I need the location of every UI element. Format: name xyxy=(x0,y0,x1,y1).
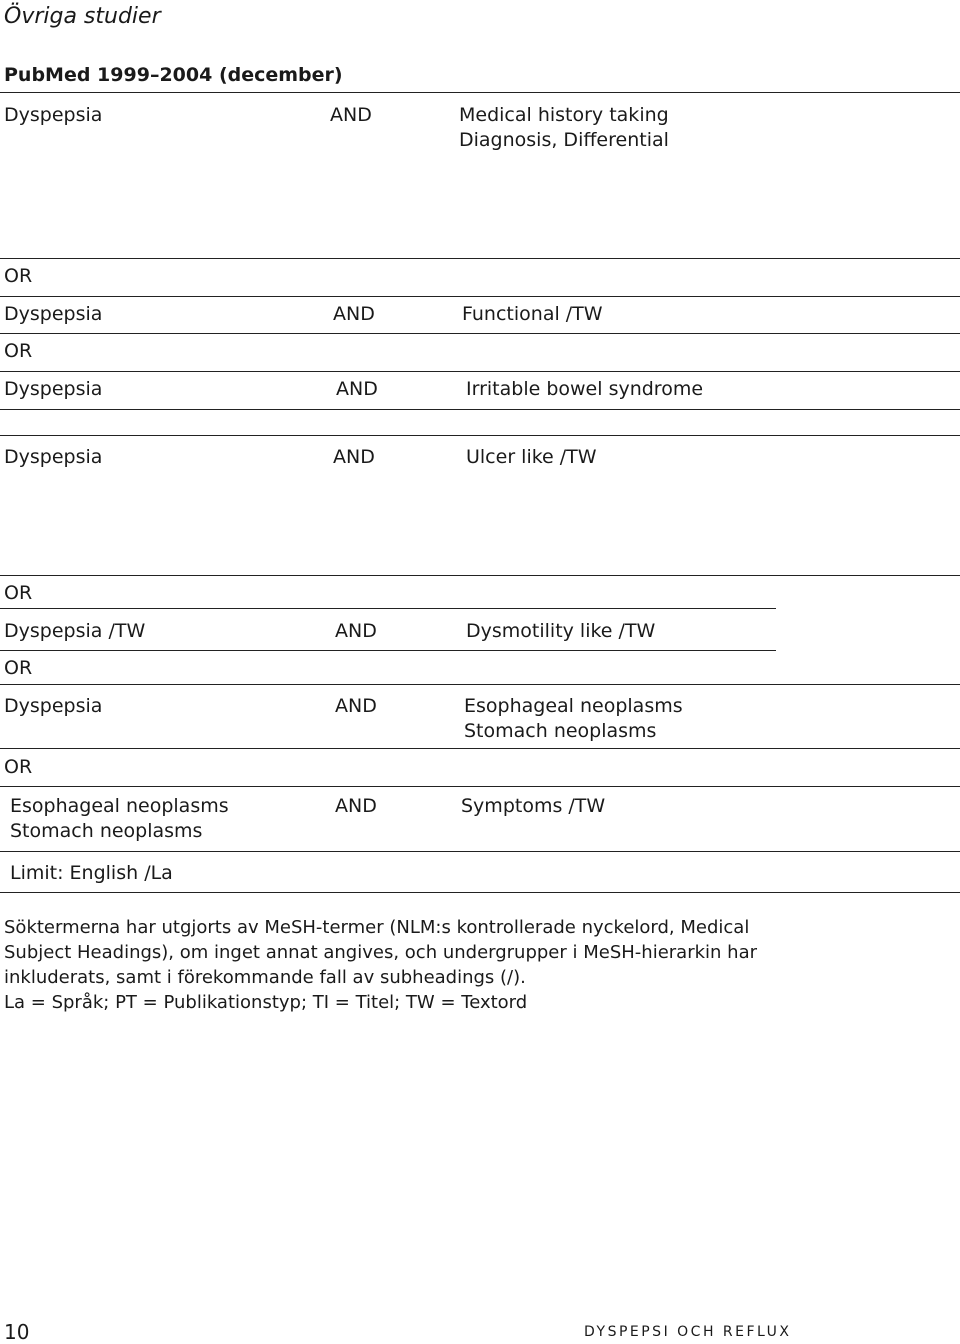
operator: OR xyxy=(4,265,33,287)
operator: AND xyxy=(335,620,377,642)
divider xyxy=(0,892,960,893)
divider xyxy=(0,258,960,259)
page-title: Övriga studier xyxy=(4,4,161,29)
search-term: Symptoms /TW xyxy=(461,795,606,817)
search-term: Ulcer like /TW xyxy=(466,446,597,468)
divider xyxy=(0,650,776,651)
search-term: Stomach neoplasms xyxy=(464,720,657,742)
search-term: Irritable bowel syndrome xyxy=(466,378,704,400)
search-term: Dyspepsia xyxy=(4,104,103,126)
notes-line: Söktermerna har utgjorts av MeSH-termer (NLM:s kontrollerade nyckelord, Medical xyxy=(4,917,750,938)
notes-line: La = Språk; PT = Publikationstyp; TI = Titel; TW = Textord xyxy=(4,992,528,1013)
search-term: Esophageal neoplasms xyxy=(10,795,229,817)
operator: AND xyxy=(335,695,377,717)
divider xyxy=(0,333,960,334)
divider xyxy=(0,748,960,749)
explanatory-notes xyxy=(4,915,954,1015)
operator: OR xyxy=(4,756,33,778)
notes-line: inkluderats, samt i förekommande fall av subheadings (/). xyxy=(4,967,526,988)
search-term: Esophageal neoplasms xyxy=(464,695,683,717)
limit-line: Limit: English /La xyxy=(10,862,173,884)
search-term: Stomach neoplasms xyxy=(10,820,203,842)
divider xyxy=(0,92,960,93)
search-term: Dysmotility like /TW xyxy=(466,620,656,642)
search-header: PubMed 1999–2004 (december) xyxy=(4,64,343,86)
search-term: Medical history taking xyxy=(459,104,669,126)
operator: OR xyxy=(4,657,33,679)
operator: AND xyxy=(333,303,375,325)
operator: AND xyxy=(330,104,372,126)
search-term: Dyspepsia xyxy=(4,303,103,325)
notes-line: Subject Headings), om inget annat angives, och undergrupper i MeSH-hierarkin har xyxy=(4,942,757,963)
page-number: 10 xyxy=(4,1320,30,1344)
search-term: Dyspepsia xyxy=(4,446,103,468)
divider xyxy=(0,409,960,410)
running-title: DYSPEPSI OCH REFLUX xyxy=(584,1324,792,1340)
search-term: Functional /TW xyxy=(462,303,603,325)
search-term: Dyspepsia xyxy=(4,378,103,400)
search-term: Dyspepsia /TW xyxy=(4,620,146,642)
divider xyxy=(0,608,776,609)
operator: OR xyxy=(4,340,33,362)
divider xyxy=(0,851,960,852)
divider xyxy=(0,296,960,297)
operator: AND xyxy=(335,795,377,817)
divider xyxy=(0,786,960,787)
operator: OR xyxy=(4,582,33,604)
divider xyxy=(0,435,960,436)
operator: AND xyxy=(336,378,378,400)
divider xyxy=(0,684,960,685)
search-term: Dyspepsia xyxy=(4,695,103,717)
divider xyxy=(0,575,960,576)
operator: AND xyxy=(333,446,375,468)
divider xyxy=(0,371,960,372)
search-term: Diagnosis, Differential xyxy=(459,129,669,151)
